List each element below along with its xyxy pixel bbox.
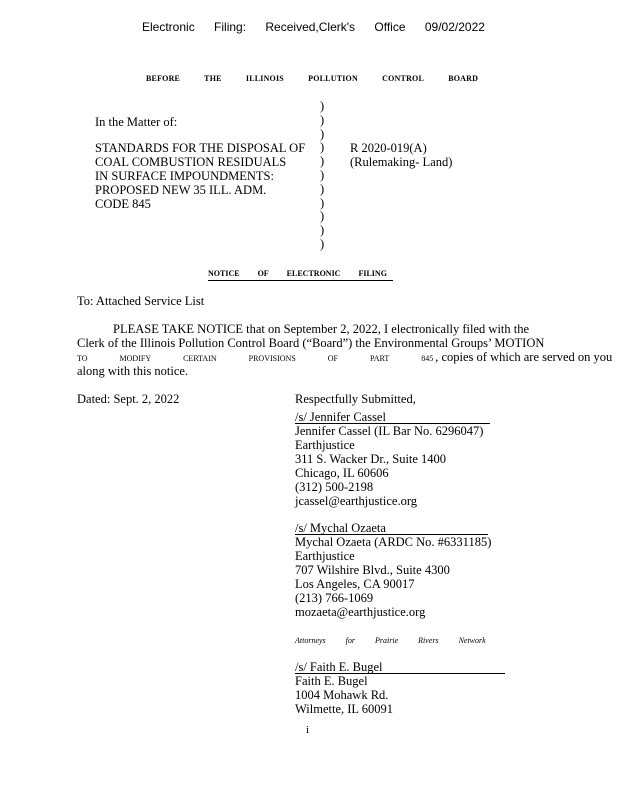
signer1-org: Earthjustice [295,438,355,452]
signer2-signature: /s/ Mychal Ozaeta [295,521,386,535]
paren: ) [320,167,325,182]
filing-stamp-word: Filing: [214,20,247,34]
notice-line-3 [77,350,612,365]
signer2-address1: 707 Wilshire Blvd., Suite 4300 [295,563,450,577]
notice-line-1: PLEASE TAKE NOTICE that on September 2, 2022, I electronically filed with the [113,322,530,336]
signer3-name: Faith E. Bugel [295,674,368,688]
in-the-matter-label: In the Matter of: [95,115,178,129]
signer2-org: Earthjustice [295,549,355,563]
paren: ) [320,112,325,127]
paren: ) [320,236,325,251]
case-caption-line: PROPOSED NEW 35 ILL. ADM. [95,183,267,197]
board-title-word: THE [204,74,222,83]
attorneys-for-word: Prairie [375,636,399,645]
signer1-name: Jennifer Cassel (IL Bar No. 6296047) [295,424,484,438]
case-caption-line: CODE 845 [95,197,151,211]
notice-title-word: NOTICE [208,269,240,278]
paren: ) [320,140,325,155]
notice-line-4: along with this notice. [77,364,189,378]
caption-parentheses [320,100,324,252]
signer1-email: jcassel@earthjustice.org [295,494,418,508]
board-title-word: CONTROL [382,74,425,83]
filing-stamp-word: Received,Clerk's [265,20,356,34]
signer2-name: Mychal Ozaeta (ARDC No. #6331185) [295,535,492,549]
case-caption [95,141,305,211]
board-title-word: POLLUTION [308,74,358,83]
filing-stamp-word: Electronic [142,20,195,34]
notice-title-underline [208,280,393,281]
paren: ) [320,154,325,169]
paren: ) [320,126,325,141]
signer2-address2: Los Angeles, CA 90017 [295,577,415,591]
notice-title-word: OF [257,269,269,278]
notice-title [208,269,387,278]
notice-title-word: ELECTRONIC [286,269,341,278]
attorneys-for-word: for [345,636,356,645]
dated-line: Dated: Sept. 2, 2022 [77,392,180,406]
motion-title-word: PART [370,354,390,363]
docket-number: R 2020-019(A) [350,141,427,155]
docket-type: (Rulemaking- Land) [350,155,453,169]
signer2-email: mozaeta@earthjustice.org [295,605,426,619]
filing-stamp [142,20,501,34]
board-title-word: BEFORE [146,74,181,83]
signer2-signature-line [295,534,488,535]
motion-title-word: CERTAIN [183,354,217,363]
attorneys-for [295,636,486,645]
signer1-phone: (312) 500-2198 [295,480,374,494]
motion-title [77,354,435,363]
paren: ) [320,181,325,196]
motion-title-word: PROVISIONS [248,354,296,363]
signer1-address2: Chicago, IL 60606 [295,466,389,480]
board-title-word: BOARD [448,74,479,83]
motion-title-word: TO [77,354,88,363]
case-caption-line: IN SURFACE IMPOUNDMENTS: [95,169,274,183]
page-number: i [306,724,310,736]
signer1-address1: 311 S. Wacker Dr., Suite 1400 [295,452,447,466]
signer2-block [295,521,491,619]
case-caption-line: STANDARDS FOR THE DISPOSAL OF [95,141,306,155]
attorneys-for-word: Attorneys [295,636,326,645]
board-title [146,74,500,83]
paren: ) [320,99,325,113]
signer3-signature: /s/ Faith E. Bugel [295,660,383,674]
case-caption-line: COAL COMBUSTION RESIDUALS [95,155,287,169]
board-title-word: ILLINOIS [245,74,284,83]
signer3-block [295,660,393,716]
attorneys-for-word: Rivers [418,636,439,645]
respectfully-submitted: Respectfully Submitted, [295,392,416,406]
paren: ) [320,209,325,224]
filing-stamp-date: 09/02/2022 [424,20,485,34]
signer3-address2: Wilmette, IL 60091 [295,702,393,716]
filing-stamp-word: Office [374,20,406,34]
paren: ) [320,195,325,210]
signer3-address1: 1004 Mohawk Rd. [295,688,389,702]
to-line: To: Attached Service List [77,294,205,308]
notice-line-3-tail: , copies of which are served on you [435,350,613,364]
signer1-block [295,410,483,508]
notice-line-2: Clerk of the Illinois Pollution Control Board (“Board”) the Environmental Groups’ MOTION [77,336,545,350]
motion-title-word: MODIFY [119,354,152,363]
signer3-signature-line [295,673,505,674]
signer1-signature-line [295,423,490,424]
notice-title-word: FILING [358,269,387,278]
paren: ) [320,223,325,238]
signer2-phone: (213) 766-1069 [295,591,374,605]
motion-title-word: OF [327,354,338,363]
attorneys-for-word: Network [458,636,486,645]
motion-title-word: 845 [421,354,434,363]
signer1-signature: /s/ Jennifer Cassel [295,410,386,424]
